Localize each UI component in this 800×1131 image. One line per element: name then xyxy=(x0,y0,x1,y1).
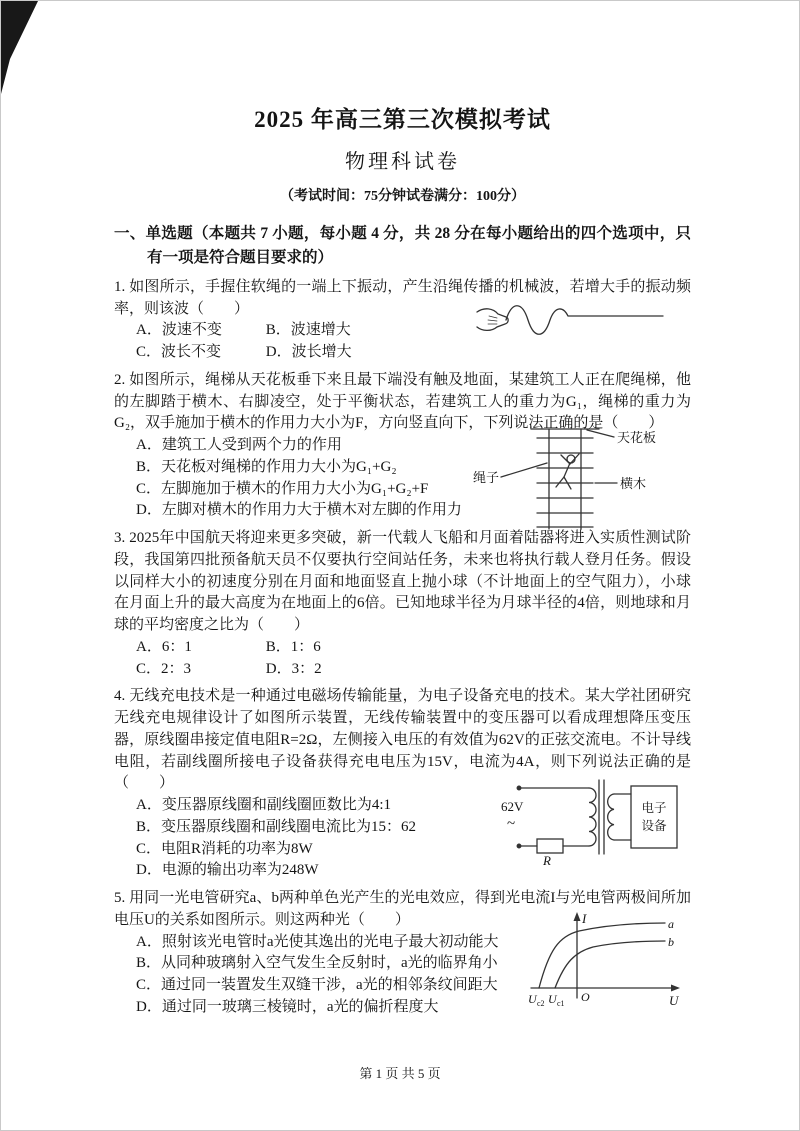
page-content xyxy=(114,1,691,1019)
rope-label: 绳子 xyxy=(473,469,500,485)
question-5 xyxy=(114,888,691,1019)
exam-info: （考试时间：75分钟试卷满分：100分） xyxy=(280,189,525,204)
question-2 xyxy=(114,370,691,522)
device-label-line2: 设备 xyxy=(641,819,667,834)
wave-curve xyxy=(506,306,663,335)
uc1-label: U xyxy=(548,992,557,1007)
q4-circuit-diagram xyxy=(501,766,679,868)
exam-subtitle: 物理科试卷 xyxy=(345,151,460,173)
exam-title: 2025 年高三第三次模拟考试 xyxy=(254,107,551,132)
option-5a: A．照射该光电管时a光使其逸出的光电子最大初动能大 xyxy=(136,933,499,950)
option-4b: B．变压器原线圈和副线圈电流比为15：62 xyxy=(136,818,417,835)
question-2-stem: 2. 如图所示，绳梯从天花板垂下来且最下端没有触及地面，某建筑工人正在爬绳梯，他的左脚踏于横木、右脚凌空，处于平衡状态，若建筑工人的重力为G₁，绳梯的重力为G₂，双手施加于横木的作用力大小为F，方向竖直向下，下列说法正确的是（ ） xyxy=(114,371,691,432)
page-footer: 第 1 页 共 5 页 xyxy=(359,1066,441,1081)
scan-corner-artifact xyxy=(1,1,45,99)
option-4a: A．变压器原线圈和副线圈匝数比为4:1 xyxy=(136,797,392,814)
question-3-options xyxy=(114,637,691,681)
q5-photocurrent-graph xyxy=(525,908,687,1016)
q1-wave-diagram xyxy=(475,295,667,345)
option-4d: D．电源的输出功率为248W xyxy=(136,862,319,879)
option-3d: D．3：2 xyxy=(265,660,322,677)
device-label-line1: 电子 xyxy=(641,801,667,816)
option-row xyxy=(114,659,691,681)
source-voltage-label: 62V xyxy=(501,799,524,815)
question-4-stem: 4. 无线充电技术是一种通过电磁场传输能量，为电子设备充电的技术。某大学社团研究无线充电规律设计了如图所示装置，无线传输装置中的变压器可以看成理想降压变压器，原线圈串接定值电阻R=2Ω，左侧接入电压的有效值为62V的正弦交流电。不计导线电阻，若副线圈所接电子设备获得充电电压为15V，电流为4A，则下列说法正确的是（ ） xyxy=(114,688,691,792)
option-2d: D．左脚对横木的作用力大于横木对左脚的作用力 xyxy=(136,502,462,519)
question-1-stem: 1. 如图所示，手握住软绳的一端上下振动，产生沿绳传播的机械波，若增大手的振动频率，则该波（ ） xyxy=(114,278,691,317)
curve-b-label: b xyxy=(668,935,674,950)
option-2b: B．天花板对绳梯的作用力大小为G₁+G₂ xyxy=(136,458,397,475)
option-row xyxy=(114,342,691,364)
option-3b: B．1：6 xyxy=(265,638,321,655)
question-3 xyxy=(114,528,691,680)
option-3a: A．6：1 xyxy=(136,638,192,655)
section-heading: 一、单选题（本题共 7 小题，每小题 4 分，共 28 分在每小题给出的四个选项中，只有一项是符合题目要求的） xyxy=(114,225,691,267)
curve-a xyxy=(539,923,665,988)
circuit-wires xyxy=(517,780,677,854)
option-5d: D．通过同一玻璃三棱镜时，a光的偏折程度大 xyxy=(136,998,439,1015)
origin-label: O xyxy=(581,990,590,1005)
option-1b: B．波速增大 xyxy=(265,322,351,339)
rung-label: 横木 xyxy=(620,475,647,491)
question-5-stem: 5. 用同一光电管研究a、b两种单色光产生的光电效应，得到光电流I与光电管两极间所加电压U的关系如图所示。则这两种光（ ） xyxy=(114,890,691,928)
option-1c: C．波长不变 xyxy=(136,344,222,361)
graph-axes xyxy=(531,912,680,998)
ac-symbol: ~ xyxy=(507,816,516,833)
rope-leader-line xyxy=(501,463,547,477)
u-axis-label: U xyxy=(669,993,679,1009)
ceiling-leader-line xyxy=(587,430,614,437)
option-1d: D．波长增大 xyxy=(265,344,352,361)
option-4c: C．电阻R消耗的功率为8W xyxy=(136,840,313,857)
option-3c: C．2：3 xyxy=(136,660,192,677)
option-2c: C．左脚施加于横木的作用力大小为G₁+G₂+F xyxy=(136,480,429,497)
curve-b xyxy=(555,941,665,988)
question-3-stem: 3. 2025年中国航天将迎来更多突破，新一代载人飞船和月面着陆器将进入实质性测试阶段，我国第四批预备航天员不仅要执行空间站任务，未来也将执行载人登月任务。假设以同样大小的初速度分别在月面和地面竖直上抛小球（不计地面上的空气阻力），小球在月面上升的最大高度为在地面上的6倍。已知地球半径为月球半径的4倍，则地球和月球的平均密度之比为（ ） xyxy=(114,530,691,634)
question-4 xyxy=(114,686,691,882)
uc2-subscript: c2 xyxy=(537,999,545,1009)
climber-figure xyxy=(556,454,579,489)
device-box xyxy=(631,786,677,848)
option-5c: C．通过同一装置发生双缝干涉，a光的相邻条纹间距大 xyxy=(136,977,498,994)
i-axis-label: I xyxy=(582,911,587,927)
curve-a-label: a xyxy=(668,917,674,932)
resistor-label: R xyxy=(543,853,551,869)
option-1a: A．波速不变 xyxy=(136,322,222,339)
secondary-coil xyxy=(608,794,614,840)
uc2-label: U xyxy=(528,992,537,1007)
question-1 xyxy=(114,277,691,364)
option-2a: A．建筑工人受到两个力的作用 xyxy=(136,437,342,454)
q2-ladder-diagram xyxy=(471,426,671,532)
uc1-subscript: c1 xyxy=(557,999,565,1009)
primary-coil xyxy=(589,788,596,846)
option-5b: B．从同种玻璃射入空气发生全反射时，a光的临界角小 xyxy=(136,955,498,972)
ceiling-label: 天花板 xyxy=(617,429,657,445)
option-row xyxy=(114,637,691,659)
hand-icon xyxy=(477,309,508,331)
